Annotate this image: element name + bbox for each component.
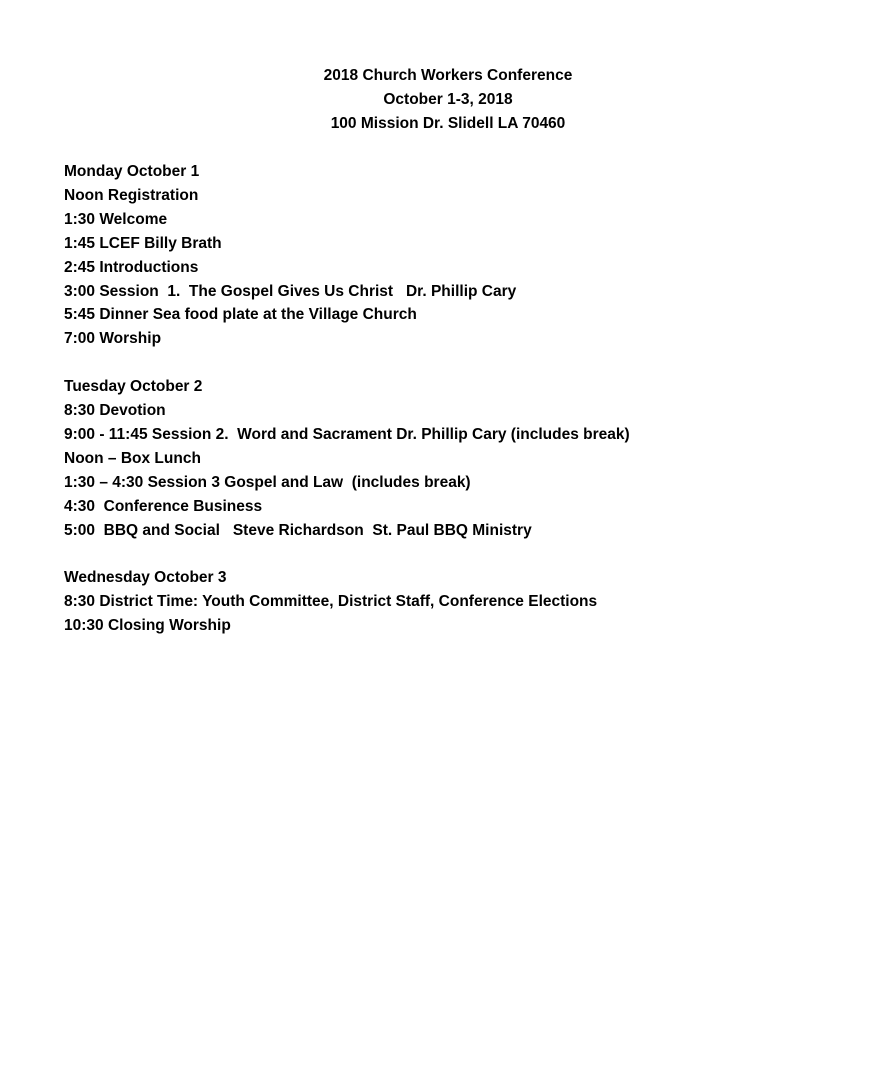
schedule-item: 5:00 BBQ and Social Steve Richardson St. Paul BBQ Ministry <box>64 521 532 539</box>
schedule-item: 2:45 Introductions <box>64 258 199 276</box>
schedule-item: 3:00 Session 1. The Gospel Gives Us Christ Dr. Phillip Cary <box>64 282 517 300</box>
schedule-item: 8:30 Devotion <box>64 402 166 420</box>
conference-dates: October 1-3, 2018 <box>383 90 513 108</box>
schedule-item: Noon Registration <box>64 186 199 204</box>
schedule-item: 5:45 Dinner Sea food plate at the Village Church <box>64 306 417 324</box>
schedule-item: 1:30 – 4:30 Session 3 Gospel and Law (includes break) <box>64 473 471 491</box>
schedule-item: 9:00 - 11:45 Session 2. Word and Sacrament Dr. Phillip Cary (includes break) <box>64 425 630 443</box>
schedule-item: 1:30 Welcome <box>64 210 168 228</box>
schedule-item: 7:00 Worship <box>64 330 162 348</box>
schedule-item: 1:45 LCEF Billy Brath <box>64 234 222 252</box>
day-heading: Wednesday October 3 <box>64 569 227 587</box>
schedule-item: 10:30 Closing Worship <box>64 617 231 635</box>
schedule <box>64 160 864 662</box>
day-section-monday <box>64 160 864 351</box>
schedule-item: 8:30 District Time: Youth Committee, District Staff, Conference Elections <box>64 593 598 611</box>
day-heading: Tuesday October 2 <box>64 378 203 396</box>
day-section-tuesday <box>64 375 864 542</box>
conference-address: 100 Mission Dr. Slidell LA 70460 <box>330 114 566 132</box>
schedule-item: 4:30 Conference Business <box>64 497 263 515</box>
document-header <box>0 64 896 136</box>
day-section-wednesday <box>64 566 864 638</box>
day-heading: Monday October 1 <box>64 163 200 180</box>
schedule-item: Noon – Box Lunch <box>64 449 201 467</box>
conference-title: 2018 Church Workers Conference <box>323 67 573 84</box>
